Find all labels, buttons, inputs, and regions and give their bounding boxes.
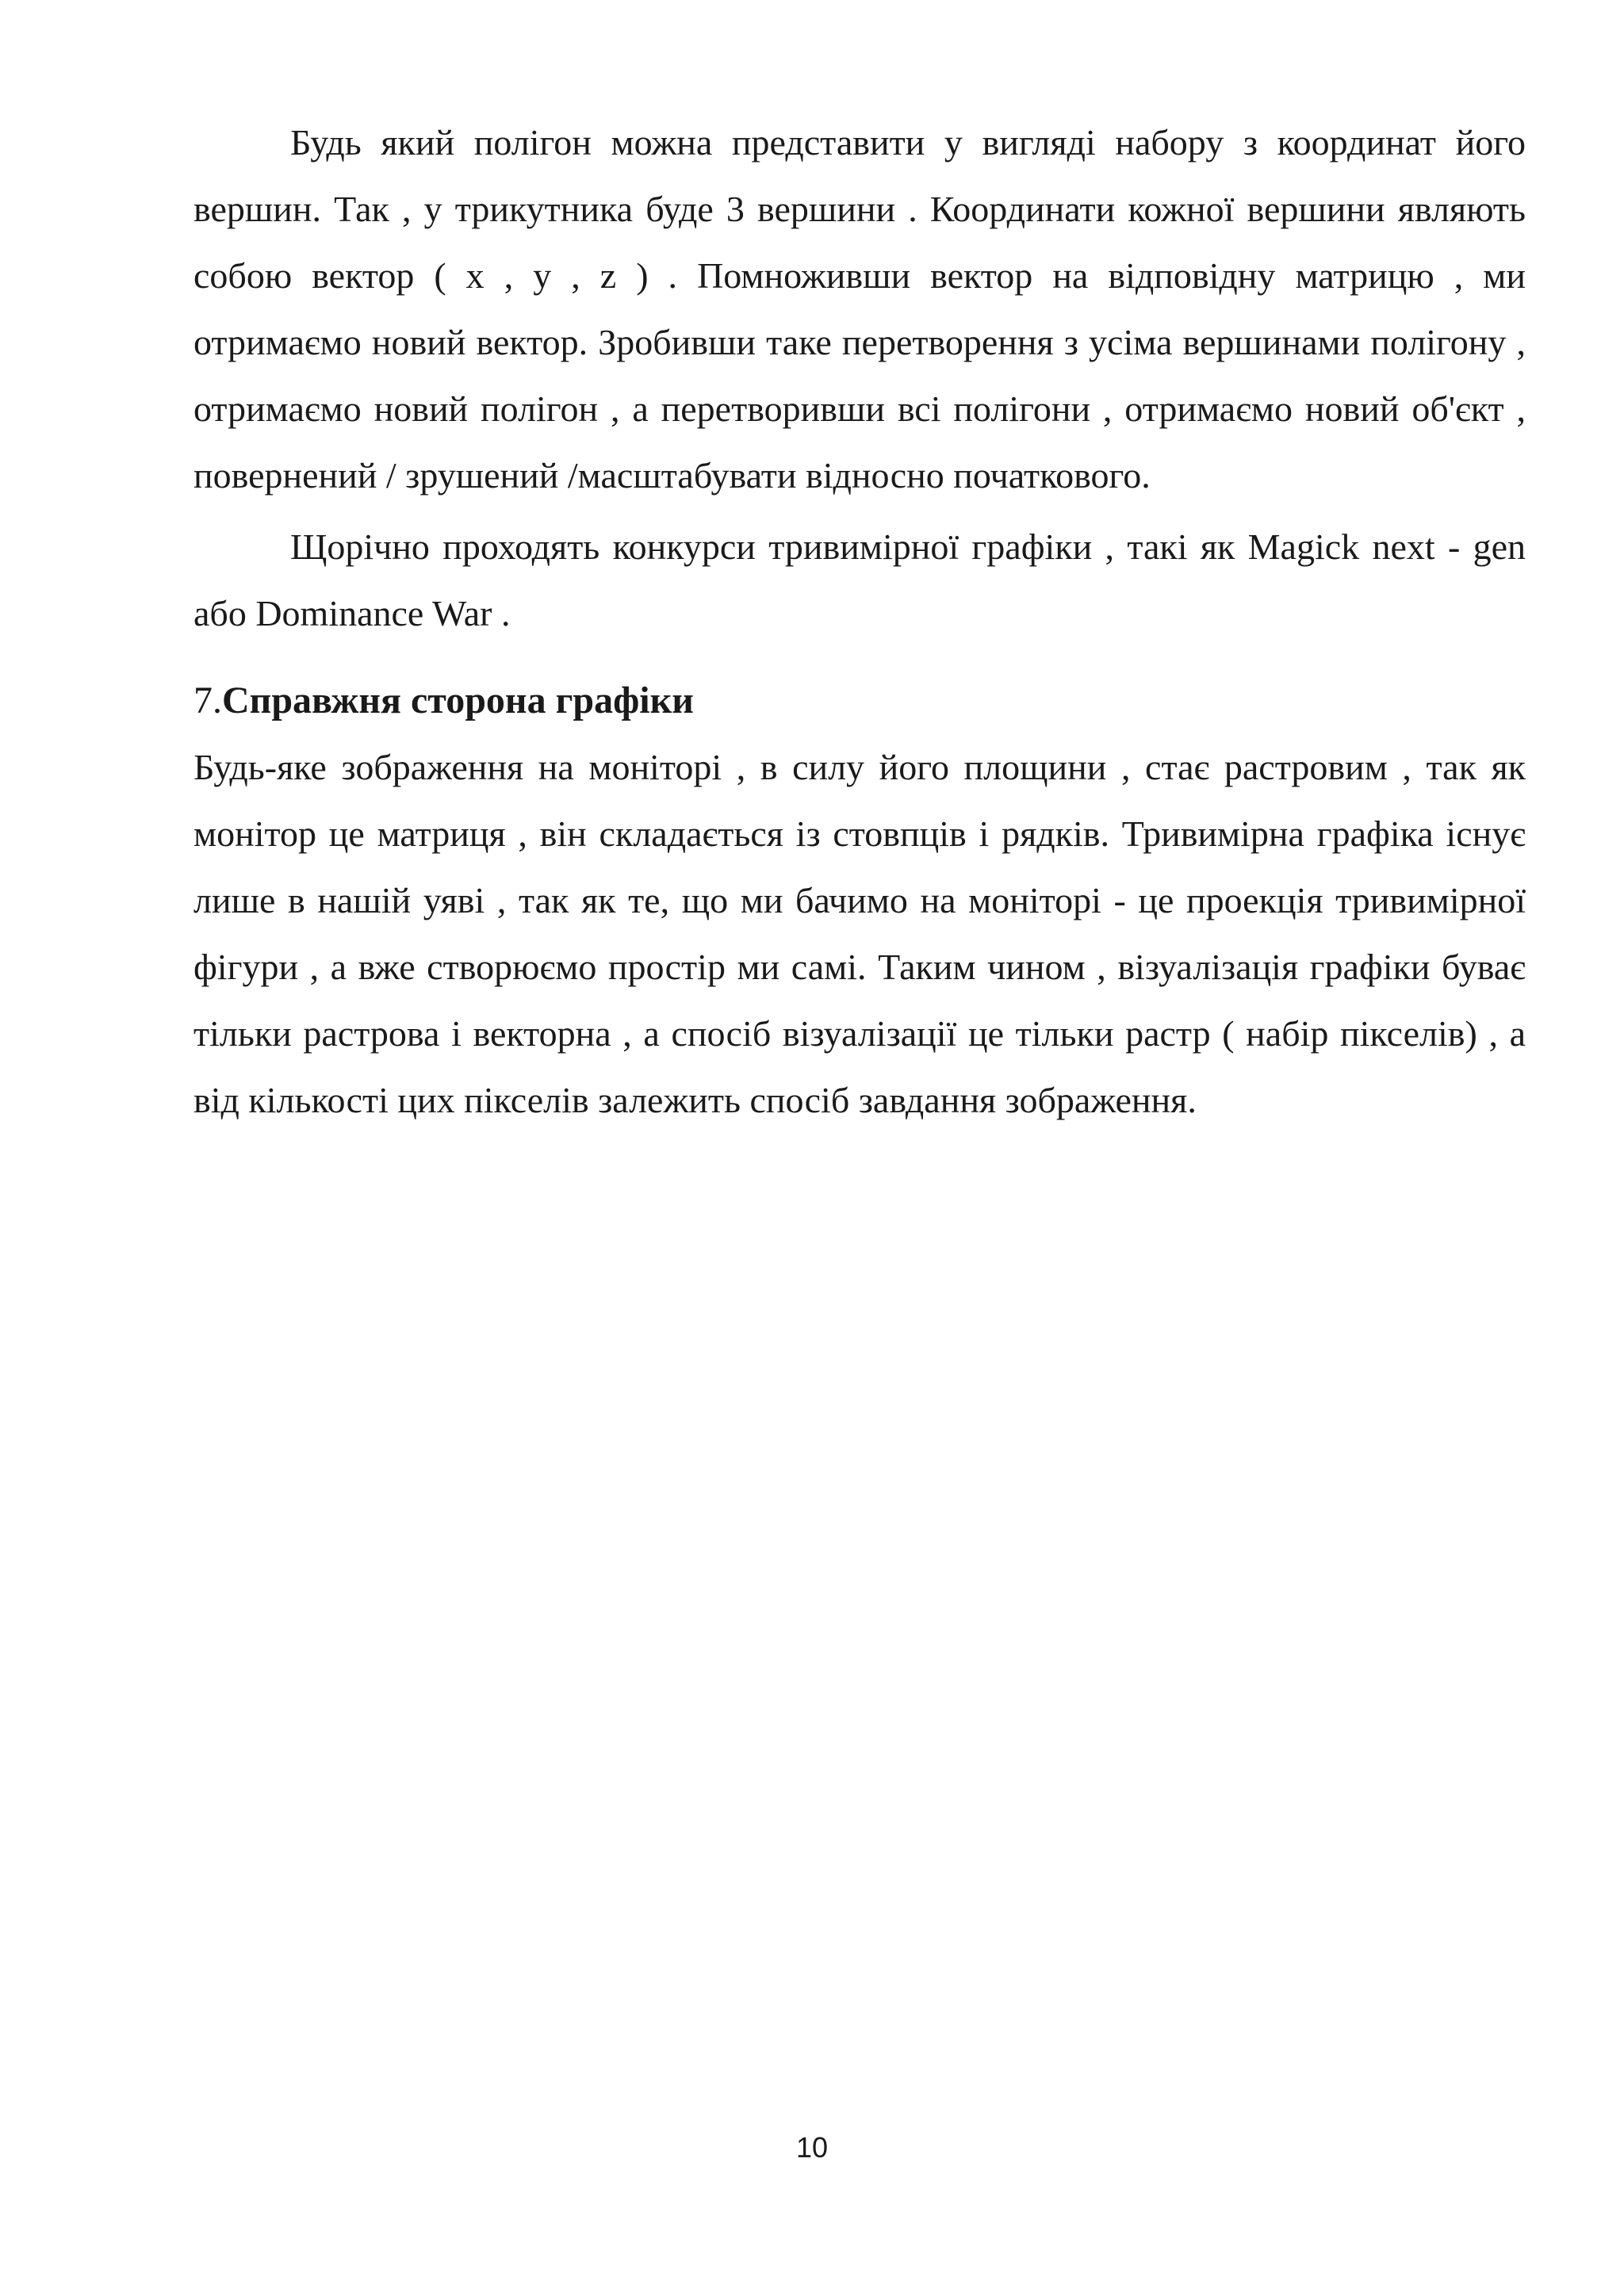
section-title: Справжня сторона графіки (222, 679, 694, 721)
paragraph-section-body: Будь-яке зображення на моніторі , в силу його площини , стає растровим , так як монітор це матриця , він складається із стовпців і рядків. Тривимірна графіка існує лише в нашій уяві , так як те, що ми бачимо на моніторі - це проекція тривимірної фігури , а вже створюємо простір ми самі. Таким чином , візуалізація графіки буває тільки растрова і векторна , а спосіб візуалізації це тільки растр ( набір пікселів) , а від кількості цих пікселів залежить спосіб завдання зображення. (193, 747, 1526, 1120)
page-number: 10 (795, 2131, 829, 2164)
section-heading (193, 668, 1526, 734)
paragraph-polygon-transform: Будь який полігон можна представити у вигляді набору з координат його вершин. Так , у трикутника буде 3 вершини . Координати кожної вершини являють собою вектор ( x , y , z ) . Помноживши вектор на відповідну матрицю , ми отримаємо новий вектор. Зробивши таке перетворення з усіма вершинами полігону , отримаємо новий полігон , а перетворивши всі полігони , отримаємо новий об'єкт , повернений / зрушений /масштабувати відносно початкового. (193, 122, 1526, 496)
page-content (193, 109, 1526, 1134)
section-number: 7. (193, 679, 222, 721)
paragraph-competitions: Щорічно проходять конкурси тривимірної графіки , такі як Magick next - gen або Dominance War . (193, 526, 1526, 633)
